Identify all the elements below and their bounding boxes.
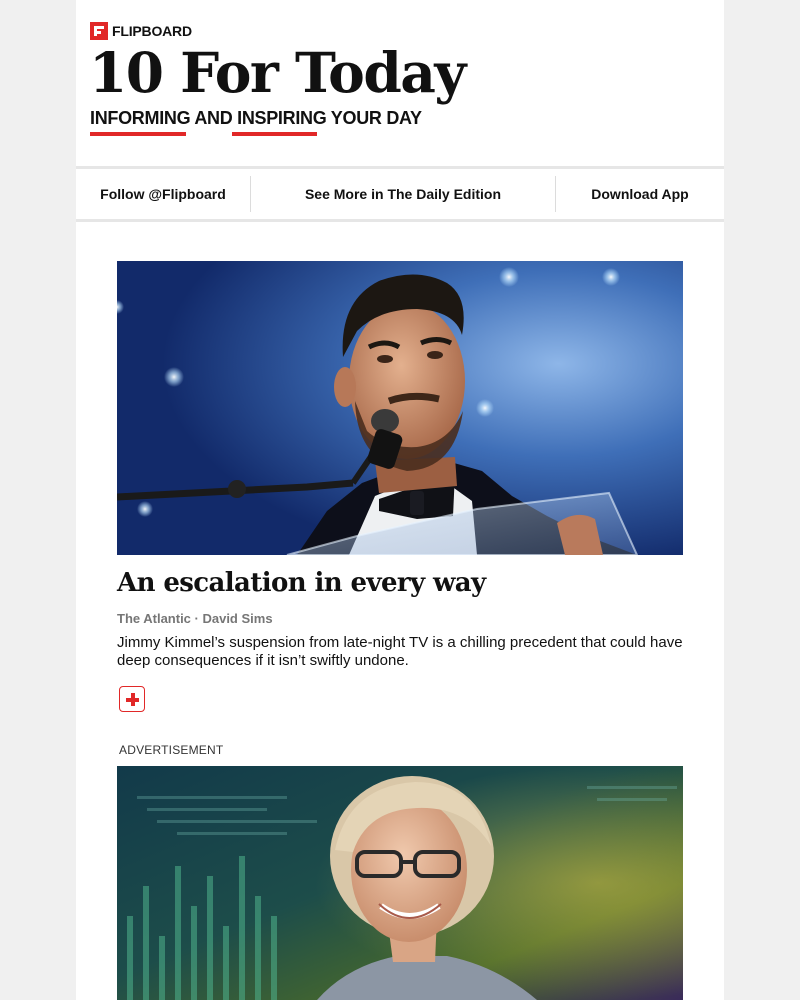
download-app-link[interactable]: Download App: [591, 185, 689, 202]
article-headline[interactable]: An escalation in every way: [117, 568, 486, 598]
hero-illustration: [117, 261, 683, 555]
ad-illustration: [117, 766, 683, 1000]
article-hero-image[interactable]: [117, 261, 683, 555]
advertisement-label: ADVERTISEMENT: [119, 743, 224, 757]
nav-bar: [76, 169, 724, 218]
article-byline: The Atlantic · David Sims: [117, 611, 273, 626]
article-description: Jimmy Kimmel’s suspension from late-night TV is a chilling precedent that could have deep consequences if it isn’t swiftly undone.: [117, 634, 683, 669]
tagline: INFORMING AND INSPIRING YOUR DAY: [90, 108, 422, 128]
tagline-underline-informing: [90, 132, 186, 136]
add-to-flipboard-button[interactable]: [119, 686, 145, 712]
header: [76, 0, 724, 166]
logo-text: FLIPBOARD: [112, 23, 192, 39]
follow-flipboard-link[interactable]: Follow @Flipboard: [100, 185, 226, 202]
divider: [76, 219, 724, 222]
tagline-underline-inspiring: [232, 132, 317, 136]
advertisement-image[interactable]: [117, 766, 683, 1000]
email-card: [76, 0, 724, 1000]
page-title: 10 For Today: [89, 40, 465, 105]
see-more-daily-edition-link[interactable]: See More in The Daily Edition: [304, 185, 502, 202]
